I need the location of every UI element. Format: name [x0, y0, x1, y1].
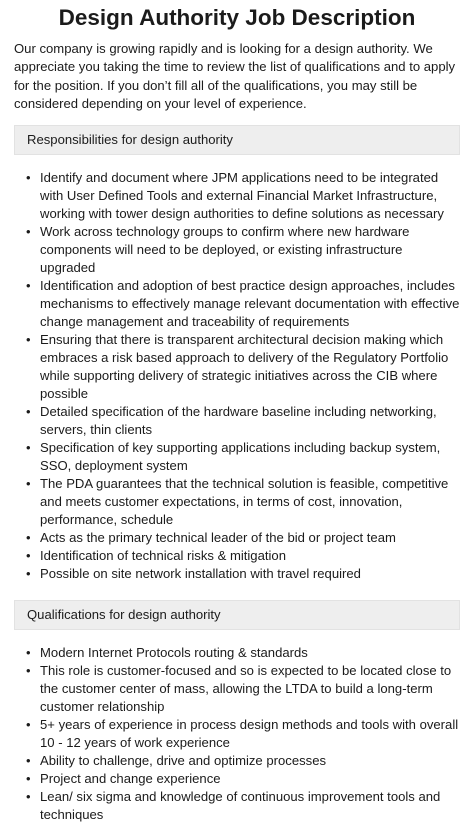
list-item-text: Detailed specification of the hardware baseline including networking, servers, thin clients	[40, 404, 437, 438]
qualifications-list	[14, 644, 460, 824]
page-title: Design Authority Job Description	[58, 5, 416, 30]
list-item	[26, 277, 460, 331]
list-item	[26, 403, 460, 439]
list-item	[26, 169, 460, 223]
list-item-text: Project and change experience	[40, 771, 221, 787]
list-item-text: Lean/ six sigma and knowledge of continuous improvement tools and techniques	[40, 789, 441, 823]
bullet-icon: •	[26, 548, 31, 564]
list-item-text: 5+ years of experience in process design methods and tools with overall 10 - 12 years of work experience	[40, 717, 459, 751]
bullet-icon: •	[26, 566, 31, 582]
bullet-icon: •	[26, 789, 31, 805]
list-item-text: This role is customer-focused and so is expected to be located close to the customer center of mass, allowing the LTDA to build a long-term customer relationship	[40, 663, 452, 715]
list-item	[26, 752, 460, 770]
list-item	[26, 662, 460, 716]
bullet-icon: •	[26, 476, 31, 492]
list-item-text: Possible on site network installation with travel required	[40, 566, 361, 582]
list-item-text: Identification of technical risks & mitigation	[40, 548, 286, 564]
list-item	[26, 716, 460, 752]
list-item-text: Specification of key supporting applications including backup system, SSO, deployment system	[40, 440, 441, 474]
list-item	[26, 331, 460, 403]
list-item	[26, 439, 460, 475]
bullet-icon: •	[26, 530, 31, 546]
list-item-text: The PDA guarantees that the technical solution is feasible, competitive and meets customer expectations, in terms of cost, innovation, performance, schedule	[40, 476, 449, 528]
qualifications-header: Qualifications for design authority	[14, 600, 460, 630]
bullet-icon: •	[26, 278, 31, 294]
list-item	[26, 529, 460, 547]
list-item-text: Ensuring that there is transparent architectural decision making which embraces a risk based approach to delivery of the Regulatory Portfolio while supporting delivery of strategic initiatives across the CIB where possible	[40, 332, 449, 402]
list-item-text: Identify and document where JPM applications need to be integrated with User Defined Tools and external Financial Market Infrastructure, working with tower design authorities to define solutions as necessary	[40, 170, 444, 222]
bullet-icon: •	[26, 404, 31, 420]
list-item	[26, 475, 460, 529]
list-item-text: Ability to challenge, drive and optimize processes	[40, 753, 327, 769]
bullet-icon: •	[26, 663, 31, 679]
list-item	[26, 770, 460, 788]
intro-paragraph: Our company is growing rapidly and is looking for a design authority. We appreciate you taking the time to review the list of qualifications and to apply for the position. If you don’t fill all of the qualifications, you may still be considered depending on your level of experience.	[14, 41, 456, 111]
bullet-icon: •	[26, 440, 31, 456]
responsibilities-header: Responsibilities for design authority	[14, 125, 460, 155]
list-item	[26, 223, 460, 277]
list-item-text: Acts as the primary technical leader of the bid or project team	[40, 530, 396, 546]
bullet-icon: •	[26, 753, 31, 769]
bullet-icon: •	[26, 332, 31, 348]
list-item-text: Modern Internet Protocols routing & standards	[40, 645, 308, 661]
bullet-icon: •	[26, 771, 31, 787]
list-item	[26, 788, 460, 824]
bullet-icon: •	[26, 645, 31, 661]
bullet-icon: •	[26, 717, 31, 733]
list-item	[26, 547, 460, 565]
responsibilities-list	[14, 169, 460, 583]
list-item-text: Work across technology groups to confirm where new hardware components will need to be deployed, or existing infrastructure upgraded	[40, 224, 410, 276]
bullet-icon: •	[26, 224, 31, 240]
list-item	[26, 565, 460, 583]
list-item	[26, 644, 460, 662]
list-item-text: Identification and adoption of best practice design approaches, includes mechanisms to effectively manage relevant documentation with effective change management and traceability of requirements	[40, 278, 460, 330]
bullet-icon: •	[26, 170, 31, 186]
